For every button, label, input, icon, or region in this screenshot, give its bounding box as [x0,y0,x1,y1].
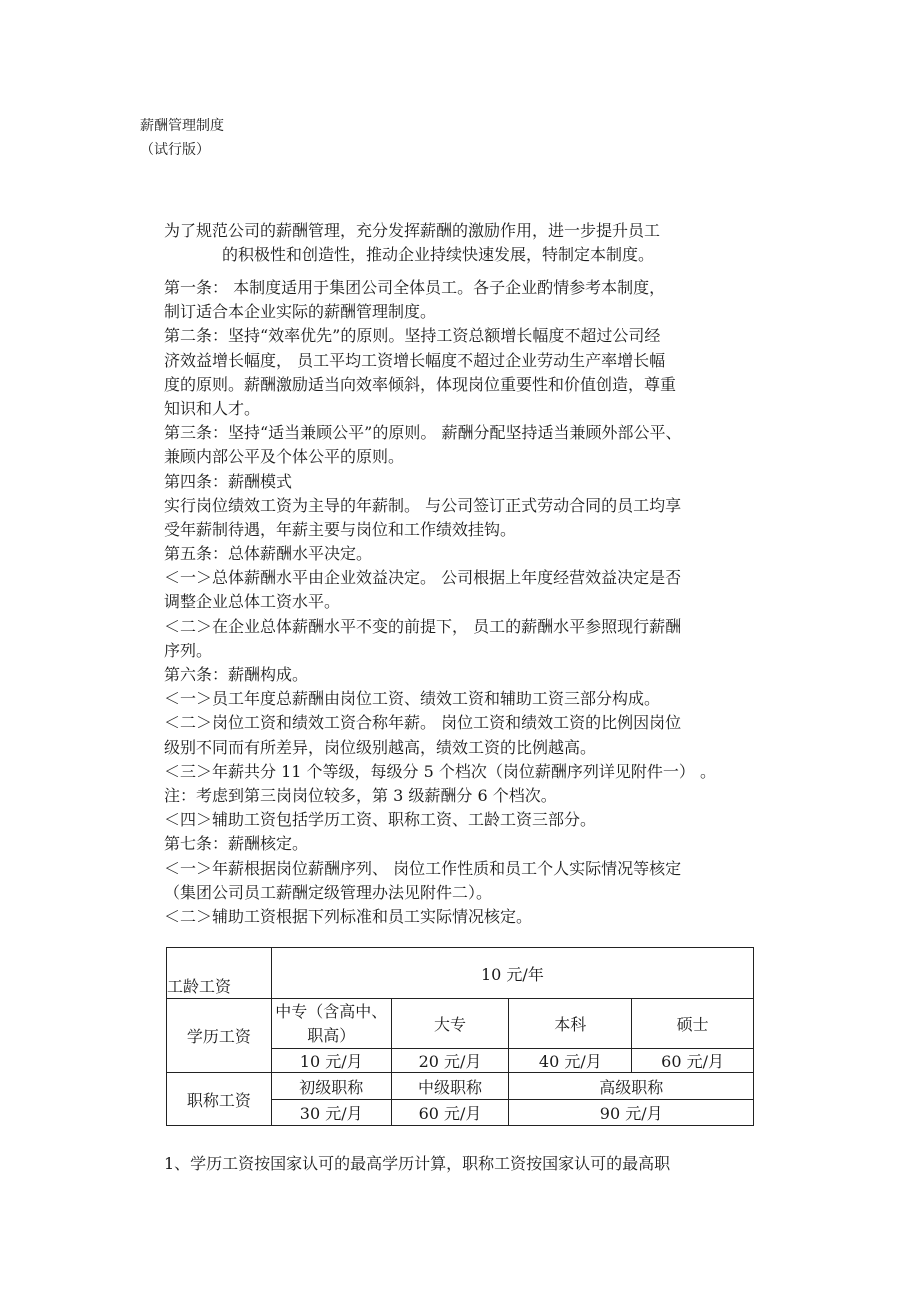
education-pay-value: 60 元/月 [632,1049,754,1073]
auxiliary-pay-table [166,947,754,1126]
education-pay-value: 20 元/月 [391,1049,509,1073]
body-line: 制订适合本企业实际的薪酬管理制度。 [164,302,437,322]
body-line: 兼顾内部公平及个体公平的原则。 [164,447,405,467]
body-line: 调整企业总体工资水平。 [164,592,341,612]
body-line: ＜二＞辅助工资根据下列标准和员工实际情况核定。 [164,906,533,926]
document-body [164,276,764,929]
body-line: 第一条： 本制度适用于集团公司全体员工。各子企业酌情参考本制度， [164,278,666,297]
body-line: 级别不同而有所差异，岗位级别越高，绩效工资的比例越高。 [164,737,597,757]
intro-line-2: 的积极性和创造性，推动企业持续快速发展，特制定本制度。 [222,245,655,264]
body-line: ＜二＞岗位工资和绩效工资合称年薪。 岗位工资和绩效工资的比例因岗位 [164,713,682,733]
body-line: 第二条：坚持“效率优先”的原则。坚持工资总额增长幅度不超过公司经 [164,326,661,346]
education-level: 大专 [391,999,509,1049]
education-pay-value: 10 元/月 [271,1049,391,1073]
body-line: 序列。 [164,640,213,660]
body-line: 济效益增长幅度， 员工平均工资增长幅度不超过企业劳动生产率增长幅 [164,350,666,370]
seniority-pay-value: 10 元/年 [271,948,753,999]
body-line: ＜一＞员工年度总薪酬由岗位工资、绩效工资和辅助工资三部分构成。 [164,689,661,709]
education-pay-value: 40 元/月 [509,1049,632,1073]
document-title: 薪酬管理制度 [140,118,224,134]
education-level: 本科 [509,999,632,1049]
body-line: 第七条：薪酬核定。 [164,834,309,854]
body-line: 第六条：薪酬构成。 [164,665,309,684]
education-level: 硕士 [632,999,754,1049]
body-line: ＜二＞在企业总体薪酬水平不变的前提下， 员工的薪酬水平参照现行薪酬 [164,616,682,636]
body-line: 知识和人才。 [164,398,261,418]
education-pay-label: 学历工资 [167,999,272,1073]
body-line: 受年薪制待遇，年薪主要与岗位和工作绩效挂钩。 [164,519,517,539]
body-line: ＜四＞辅助工资包括学历工资、职称工资、工龄工资三部分。 [164,810,597,830]
footer-note: 1、学历工资按国家认可的最高学历计算，职称工资按国家认可的最高职 [164,1154,671,1173]
title-level: 初级职称 [271,1073,391,1100]
body-line: 度的原则。薪酬激励适当向效率倾斜，体现岗位重要性和价值创造，尊重 [164,374,677,394]
body-line: 第三条：坚持“适当兼顾公平”的原则。 薪酬分配坚持适当兼顾外部公平、 [164,423,682,443]
seniority-pay-label: 工龄工资 [167,948,272,999]
education-level: 中专（含高中、职高） [271,999,391,1049]
body-line: ＜一＞年薪根据岗位薪酬序列、 岗位工作性质和员工个人实际情况等核定 [164,858,682,878]
table-row [167,1073,754,1100]
body-line: 实行岗位绩效工资为主导的年薪制。 与公司签订正式劳动合同的员工均享 [164,495,682,515]
body-line: 注：考虑到第三岗岗位较多，第 3 级薪酬分 6 个档次。 [164,785,557,805]
body-line: ＜三＞年薪共分 11 个等级，每级分 5 个档次（岗位薪酬序列详见附件一） 。 [164,761,716,781]
title-pay-label: 职称工资 [167,1073,272,1126]
table-row [167,999,754,1049]
title-pay-value: 90 元/月 [509,1100,754,1126]
body-line: 第四条：薪酬模式 [164,471,293,491]
title-pay-value: 30 元/月 [271,1100,391,1126]
body-line: ＜一＞总体薪酬水平由企业效益决定。 公司根据上年度经营效益决定是否 [164,568,682,588]
title-level: 高级职称 [509,1073,754,1100]
document-subtitle: （试行版） [140,142,210,158]
table-row [167,948,754,999]
body-line: 第五条：总体薪酬水平决定。 [164,544,373,564]
title-pay-value: 60 元/月 [391,1100,509,1126]
body-line: （集团公司员工薪酬定级管理办法见附件二）。 [164,882,493,902]
intro-line-1: 为了规范公司的薪酬管理，充分发挥薪酬的激励作用，进一步提升员工 [164,221,661,240]
title-level: 中级职称 [391,1073,509,1100]
